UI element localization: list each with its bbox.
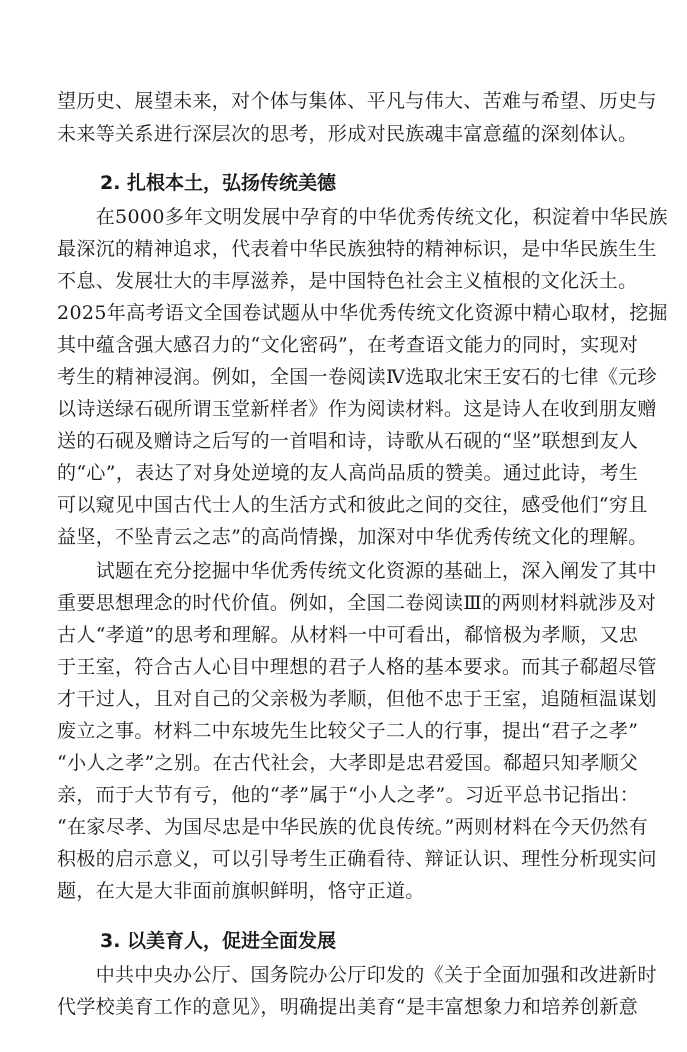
text-line: 未来等关系进行深层次的思考，形成对民族魂丰富意蕴的深刻体认。 <box>57 123 638 145</box>
text-line: 在5000多年文明发展中孕育的中华优秀传统文化，积淀着中华民族 <box>57 206 668 228</box>
text-line: 益坚，不坠青云之志”的高尚情操，加深对中华优秀传统文化的理解。 <box>57 526 648 548</box>
text-line: 于王室，符合古人心目中理想的君子人格的基本要求。而其子郗超尽管 <box>57 656 657 678</box>
text-line: 积极的启示意义，可以引导考生正确看待、辩证认识、理性分析现实问 <box>57 848 657 870</box>
text-line: 亲，而于大节有亏，他的“孝”属于“小人之孝”。习近平总书记指出： <box>57 784 640 806</box>
text-line: 试题在充分挖掘中华优秀传统文化资源的基础上，深入阐发了其中 <box>57 560 657 582</box>
section-heading-3: 3. 以美育人，促进全面发展 <box>100 930 337 952</box>
text-line: 才干过人，且对自己的父亲极为孝顺，但他不忠于王室，追随桓温谋划 <box>57 688 657 710</box>
text-line: 的“心”，表达了对身处逆境的友人高尚品质的赞美。通过此诗，考生 <box>57 462 639 484</box>
text-line: 可以窥见中国古代士人的生活方式和彼此之间的交往，感受他们“穷且 <box>57 494 648 516</box>
text-line: 代学校美育工作的意见》，明确提出美育“是丰富想象力和培养创新意 <box>57 996 639 1018</box>
text-line: 古人“孝道”的思考和理解。从材料一中可看出，郗愔极为孝顺，又忠 <box>57 624 639 646</box>
text-line: 考生的精神浸润。例如，全国一卷阅读Ⅳ选取北宋王安石的七律《元珍 <box>57 366 657 388</box>
text-line: 题，在大是大非面前旗帜鲜明，恪守正道。 <box>57 880 425 902</box>
text-line: 中共中央办公厅、国务院办公厅印发的《关于全面加强和改进新时 <box>57 964 657 986</box>
section-heading-2: 2. 扎根本土，弘扬传统美德 <box>100 172 337 194</box>
text-line: 2025年高考语文全国卷试题从中华优秀传统文化资源中精心取材，挖掘 <box>57 302 668 324</box>
text-line: 废立之事。材料二中东坡先生比较父子二人的行事，提出“君子之孝” <box>57 720 639 742</box>
text-line: “在家尽孝、为国尽忠是中华民族的优良传统。”两则材料在今天仍然有 <box>57 816 649 838</box>
text-line: 送的石砚及赠诗之后写的一首唱和诗，诗歌从石砚的“坚”联想到友人 <box>57 430 639 452</box>
text-line: 其中蕴含强大感召力的“文化密码”，在考查语文能力的同时，实现对 <box>57 334 639 356</box>
text-line: 最深沉的精神追求，代表着中华民族独特的精神标识，是中华民族生生 <box>57 238 657 260</box>
text-line: 不息、发展壮大的丰厚滋养，是中国特色社会主义植根的文化沃土。 <box>57 270 638 292</box>
text-line: “小人之孝”之别。在古代社会，大孝即是忠君爱国。郗超只知孝顺父 <box>57 752 639 774</box>
text-line: 重要思想理念的时代价值。例如，全国二卷阅读Ⅲ的两则材料就涉及对 <box>57 592 657 614</box>
text-line: 望历史、展望未来，对个体与集体、平凡与伟大、苦难与希望、历史与 <box>57 90 657 112</box>
text-line: 以诗送绿石砚所谓玉堂新样者》作为阅读材料。这是诗人在收到朋友赠 <box>57 398 657 420</box>
